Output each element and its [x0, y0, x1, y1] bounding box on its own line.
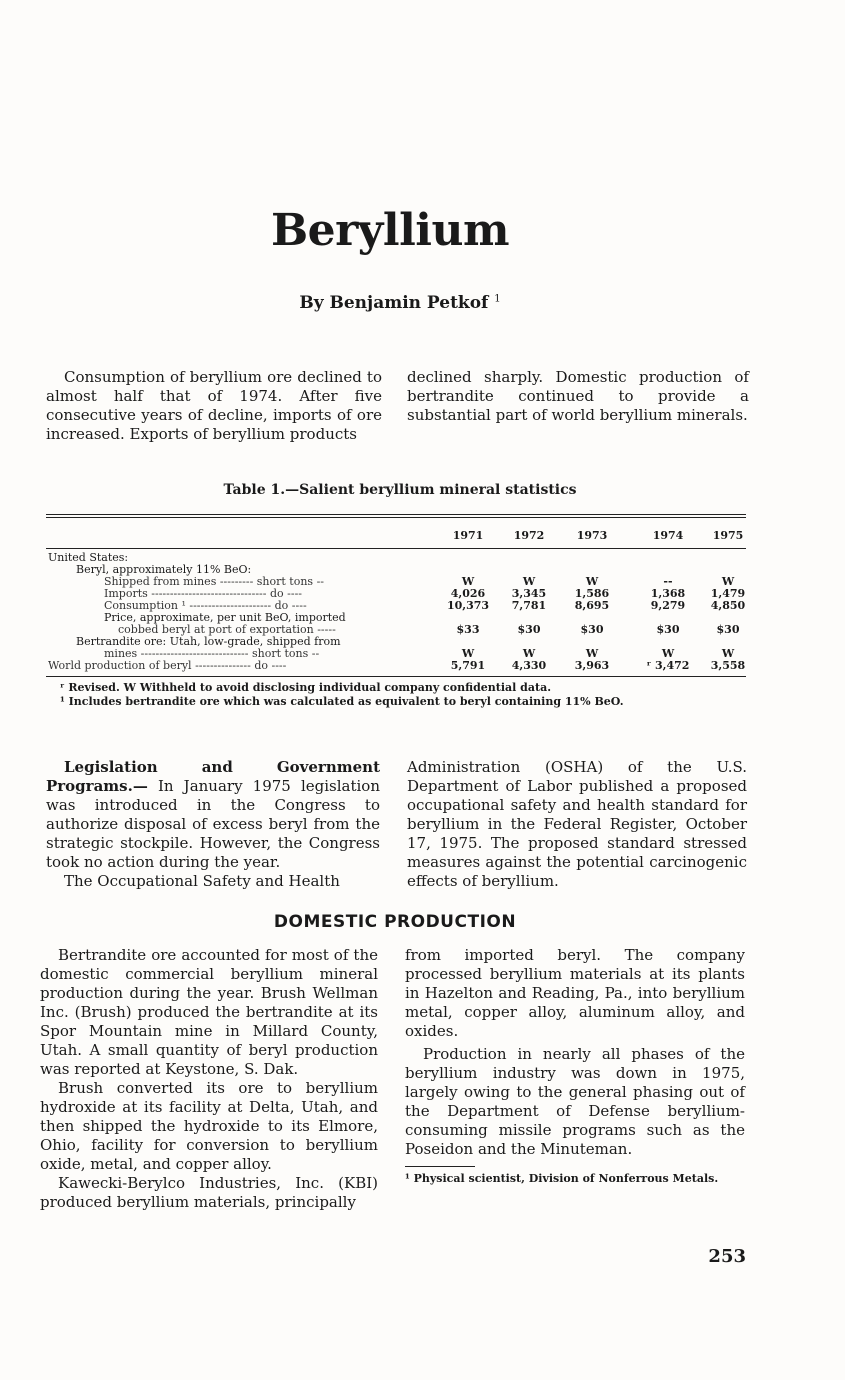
cell-value: 1,368 — [650, 587, 686, 600]
row-label: cobbed beryl at port of exportation ----- — [118, 623, 336, 636]
intro-left-column — [46, 368, 382, 444]
row-label: Bertrandite ore: Utah, low-grade, shipped from — [76, 635, 341, 648]
domestic-paragraph: Brush converted its ore to beryllium hydroxide at its facility at Delta, Utah, and then shipped the hydroxide to its Elmore, Ohio, facility for conversion to beryllium oxide, metal, and copper alloy. — [40, 1079, 378, 1173]
cell-value: $30 — [580, 623, 604, 636]
year-header: 1973 — [576, 529, 608, 542]
year-header: 1974 — [652, 529, 684, 542]
table-bottom-rule — [46, 676, 746, 677]
page-title: Beryllium — [270, 205, 510, 256]
cell-value: 3,345 — [511, 587, 547, 600]
cell-value: 8,695 — [574, 599, 610, 612]
domestic-paragraph: Production in nearly all phases of the beryllium industry was down in 1975, largely owing to the general phasing out of the Department of Defense beryllium-consuming missile programs such as the Poseidon and the Minuteman. — [405, 1045, 745, 1158]
page-number: 253 — [708, 1246, 746, 1267]
cell-value: W — [522, 575, 536, 588]
domestic-right-column — [405, 946, 745, 1159]
statistics-table — [46, 514, 746, 709]
legislation-left-column — [46, 758, 380, 891]
table-title: Table 1.—Salient beryllium mineral statistics — [223, 482, 577, 498]
row-label: Beryl, approximately 11% BeO: — [76, 563, 252, 576]
cell-value: W — [461, 647, 475, 660]
cell-value: W — [461, 575, 475, 588]
cell-value: W — [721, 647, 735, 660]
intro-right-column — [407, 368, 749, 425]
cell-value: 4,850 — [710, 599, 746, 612]
section-heading-domestic-production: DOMESTIC PRODUCTION — [273, 912, 517, 932]
author-footnote-mark: 1 — [494, 293, 501, 305]
cell-value: $33 — [456, 623, 480, 636]
cell-value: W — [585, 575, 599, 588]
cell-value: 4,026 — [450, 587, 486, 600]
cell-value: 9,279 — [650, 599, 686, 612]
legislation-paragraph-right: Administration (OSHA) of the U.S. Department of Labor published a proposed occupational safety and health standard for beryllium in the Federal Register, October 17, 1975. The proposed standard stressed measures against the potential carcinogenic effects of beryllium. — [407, 758, 747, 890]
row-label: Consumption ¹ ---------------------- do ---- — [104, 599, 307, 612]
cell-value: -- — [663, 575, 673, 588]
cell-value: ʳ 3,472 — [646, 659, 690, 672]
cell-value: 3,558 — [710, 659, 746, 672]
cell-value: W — [585, 647, 599, 660]
domestic-left-column — [40, 946, 378, 1212]
intro-paragraph-left: Consumption of beryllium ore declined to almost half that of 1974. After five consecutive years of decline, imports of ore increased. Exports of beryllium products — [46, 368, 382, 443]
table-header — [46, 518, 746, 548]
legislation-paragraph-1 — [46, 758, 380, 872]
year-header: 1971 — [452, 529, 484, 542]
year-header: 1975 — [712, 529, 744, 542]
cell-value: W — [661, 647, 675, 660]
row-label: Shipped from mines --------- short tons -- — [104, 575, 325, 588]
cell-value: 1,479 — [710, 587, 746, 600]
byline — [0, 293, 800, 313]
table-footnote: ¹ Includes bertrandite ore which was calculated as equivalent to beryl containing 11% BeO. — [60, 695, 624, 708]
domestic-paragraph: Kawecki-Berylco Industries, Inc. (KBI) produced beryllium materials, principally — [40, 1174, 378, 1211]
domestic-paragraph: from imported beryl. The company processed beryllium materials at its plants in Hazelton and Reading, Pa., into beryllium metal, copper alloy, aluminum alloy, and oxides. — [405, 946, 745, 1040]
table-footnote: ʳ Revised. W Withheld to avoid disclosing individual company confidential data. — [60, 681, 552, 694]
cell-value: 5,791 — [450, 659, 486, 672]
legislation-right-column — [407, 758, 747, 891]
author-name: By Benjamin Petkof — [299, 293, 489, 313]
cell-value: 3,963 — [574, 659, 610, 672]
table-header-rule — [46, 548, 746, 549]
cell-value: W — [522, 647, 536, 660]
year-header: 1972 — [513, 529, 545, 542]
row-label: Price, approximate, per unit BeO, imported — [104, 611, 346, 624]
table-top-rule — [46, 514, 746, 515]
intro-paragraph-right: declined sharply. Domestic production of bertrandite continued to provide a substantial part of world beryllium minerals. — [407, 368, 749, 424]
footnote-rule — [405, 1166, 475, 1167]
cell-value: 4,330 — [511, 659, 547, 672]
cell-value: $30 — [716, 623, 740, 636]
page-footnote: ¹ Physical scientist, Division of Nonferrous Metals. — [405, 1172, 719, 1185]
cell-value: $30 — [656, 623, 680, 636]
legislation-heading: Legislation and Government Programs.— — [46, 758, 380, 795]
row-label: mines ----------------------------- short tons -- — [104, 647, 320, 660]
row-label: United States: — [48, 551, 129, 564]
cell-value: 10,373 — [446, 599, 490, 612]
cell-value: 7,781 — [511, 599, 547, 612]
table-footnotes — [46, 681, 746, 709]
legislation-paragraph-2: The Occupational Safety and Health — [64, 872, 340, 890]
cell-value: $30 — [517, 623, 541, 636]
cell-value: 1,586 — [574, 587, 610, 600]
legislation-text-1: In January 1975 legislation was introduced in the Congress to authorize disposal of excess beryl from the strategic stockpile. However, the Congress took no action during the year. — [46, 777, 380, 871]
row-label: Imports ------------------------------- do ---- — [104, 587, 303, 600]
cell-value: W — [721, 575, 735, 588]
domestic-paragraph: Bertrandite ore accounted for most of the domestic commercial beryllium mineral production during the year. Brush Wellman Inc. (Brush) produced the bertrandite at its Spor Mountain mine in Millard County, Utah. A small quantity of beryl production was reported at Keystone, S. Dak. — [40, 946, 378, 1078]
row-label: World production of beryl --------------- do ---- — [48, 659, 287, 672]
table-row — [46, 660, 746, 672]
